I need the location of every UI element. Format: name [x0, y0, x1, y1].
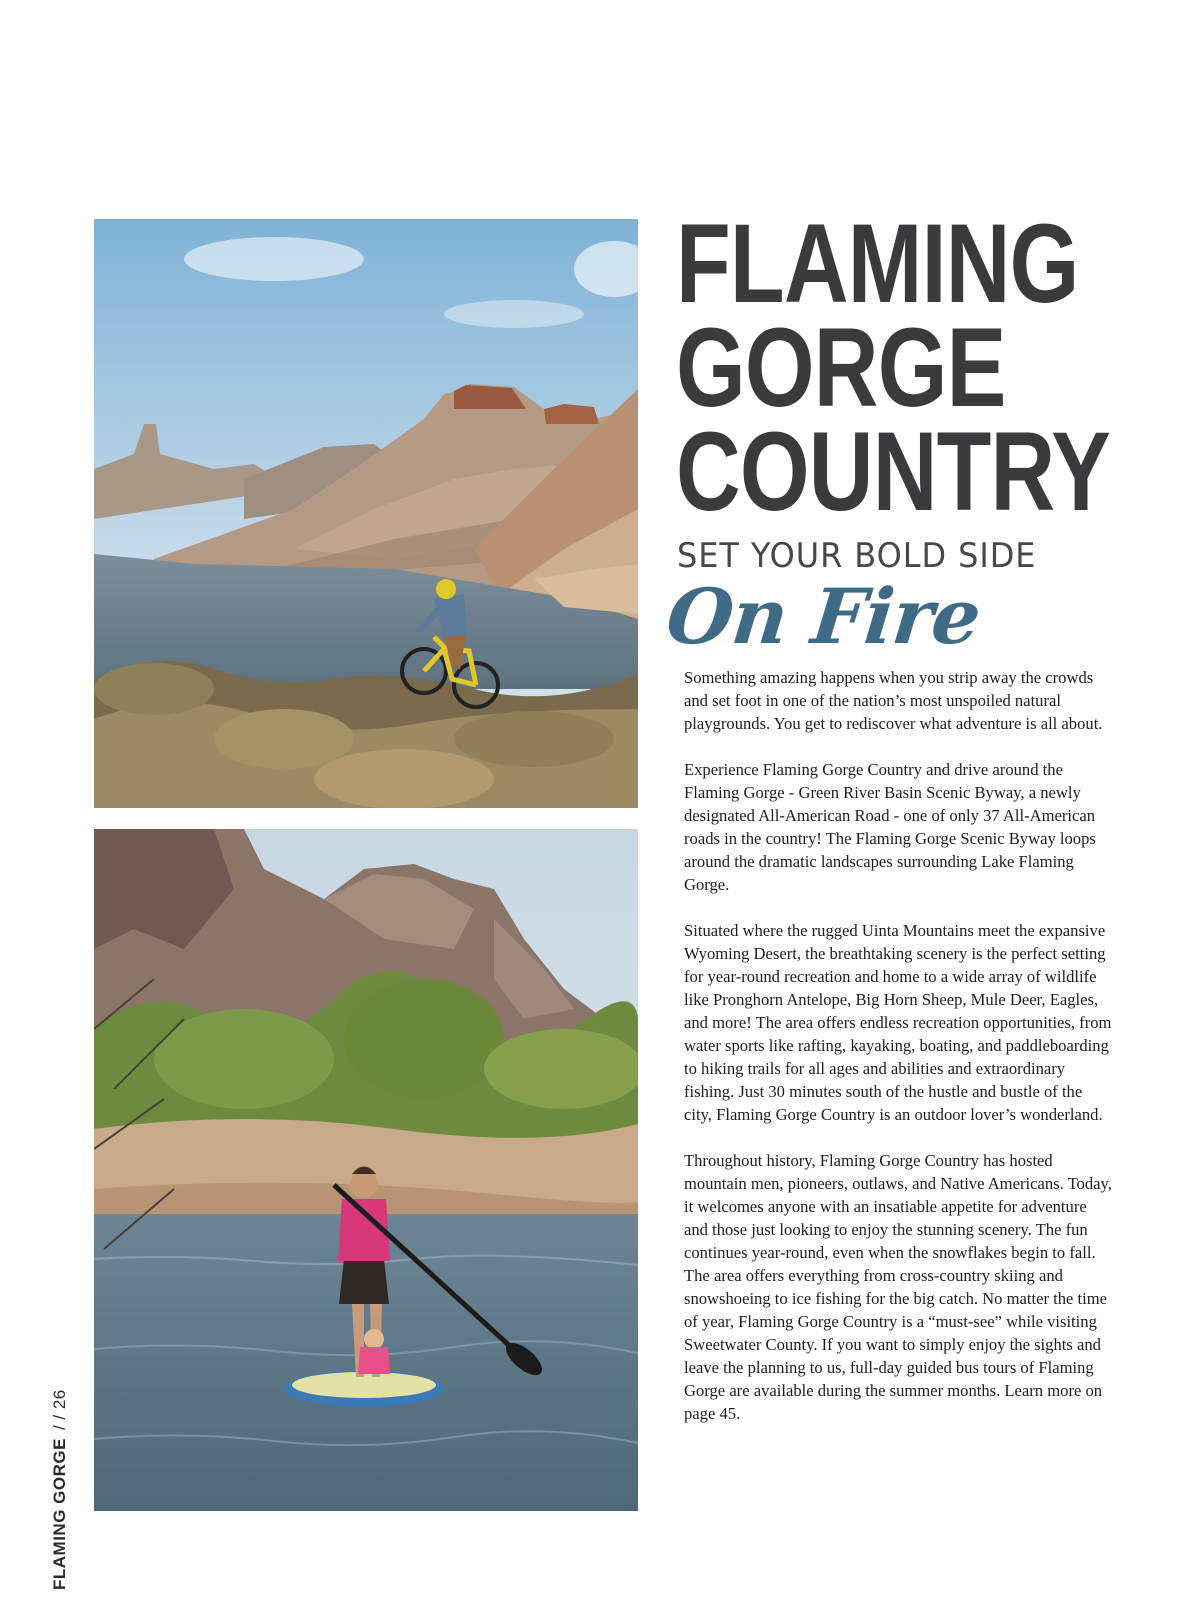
- paragraph: Throughout history, Flaming Gorge Country has hosted mountain men, pioneers, outlaws, and Native Americans. Today, it welcomes anyone with an insatiable appetite for adventure and those just looking to enjoy the stunning scenery. The fun continues year-round, even when the snowflakes begin to fall. The area offers everything from cross-country skiing and snowshoeing to ice fishing for the big catch. No matter the time of year, Flaming Gorge Country is a “must-see” while visiting Sweetwater County. If you want to simply enjoy the sights and leave the planning to us, full-day guided bus tours of Flaming Gorge are available during the summer months. Learn more on page 45.: [684, 1151, 1112, 1423]
- folio-section: FLAMING GORGE: [50, 1438, 69, 1590]
- headline-line-1: FLAMING: [676, 201, 1079, 326]
- subtitle: SET YOUR BOLD SIDE: [677, 536, 1037, 576]
- paragraph: Experience Flaming Gorge Country and drive around the Flaming Gorge - Green River Basin Scenic Byway, a newly designated All-American Road - one of only 37 All-American roads in the country! The Flaming Gorge Scenic Byway loops around the dramatic landscapes surrounding Lake Flaming Gorge.: [684, 760, 1096, 894]
- photo-paddleboarder: [94, 829, 638, 1511]
- script-tagline: On Fire: [662, 572, 985, 661]
- paragraph: Something amazing happens when you strip away the crowds and set foot in one of the nation’s most unspoiled natural playgrounds. You get to rediscover what adventure is all about.: [684, 668, 1103, 733]
- mountain-biker-illustration: [94, 219, 638, 808]
- folio-page-number: / / 26: [50, 1389, 69, 1431]
- headline-line-3: COUNTRY: [676, 409, 1111, 534]
- headline: [676, 201, 1111, 534]
- article-body: [684, 666, 1114, 1448]
- photo-mountain-biker: [94, 219, 638, 808]
- page-folio: [50, 1389, 70, 1590]
- paragraph: Situated where the rugged Uinta Mountains meet the expansive Wyoming Desert, the breathtaking scenery is the perfect setting for year-round recreation and home to a wide array of wildlife like Pronghorn Antelope, Big Horn Sheep, Mule Deer, Eagles, and more! The area offers endless recreation opportunities, from water sports like rafting, kayaking, boating, and paddleboarding to hiking trails for all ages and abilities and extraordinary fishing. Just 30 minutes south of the hustle and bustle of the city, Flaming Gorge Country is an outdoor lover’s wonderland.: [684, 921, 1112, 1124]
- headline-line-2: GORGE: [676, 305, 1006, 430]
- paddleboarder-illustration: [94, 829, 638, 1511]
